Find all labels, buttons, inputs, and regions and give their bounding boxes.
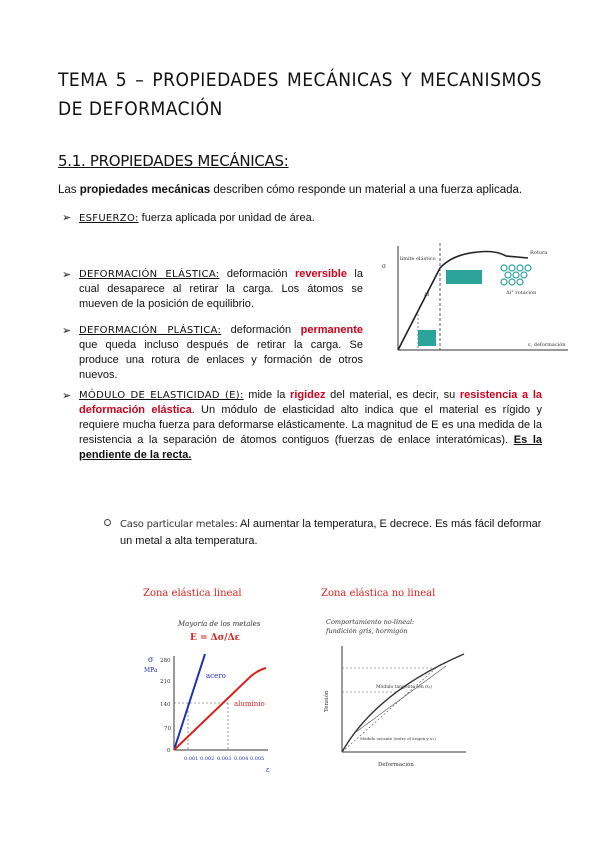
y-tick-210: 210	[160, 679, 171, 685]
y-tick-140: 140	[160, 702, 171, 708]
x-axis-label: Deformación	[378, 762, 414, 768]
y-axis-label: Tensión	[324, 690, 330, 712]
tangent-label: Módulo tangente (en σ₂)	[376, 685, 432, 690]
x-tick-3: 0.003	[217, 756, 232, 762]
circle-bullet-icon	[104, 519, 111, 526]
atoms-plastic-icon	[501, 265, 531, 285]
y-tick-280: 280	[160, 658, 171, 664]
elastic-limit-label: límite elástico	[400, 256, 436, 262]
x-axis-label: ε	[266, 766, 270, 774]
y-tick-0: 0	[167, 748, 171, 754]
stress-strain-curve	[398, 252, 528, 351]
arrow-bullet-icon: ➢	[62, 269, 72, 281]
strain-axis-label: ε, deformación	[528, 342, 566, 348]
bullet-deformacion-elastica: DEFORMACIÓN ELÁSTICA: deformación reversible la cual desaparece al retirar la carga. Los átomos se mueven de la posición de equilibrio.	[79, 268, 363, 310]
arrow-bullet-icon: ➢	[62, 390, 72, 402]
arrow-bullet-icon: ➢	[62, 212, 72, 224]
y-tick-labels	[160, 658, 171, 754]
y-tick-70: 70	[164, 726, 171, 732]
delta-l-label: Δl	[424, 292, 430, 298]
nonlinear-elastic-figure	[316, 582, 476, 778]
intro-paragraph: Las propiedades mecánicas describen cómo responde un material a una fuerza aplicada.	[58, 184, 523, 196]
steel-label: acero	[206, 672, 226, 680]
linear-elastic-figure	[140, 582, 280, 778]
stress-axis-label: σ	[382, 263, 387, 270]
break-label: Rotura	[530, 250, 548, 256]
linear-formula: E = Δσ/Δε	[190, 633, 241, 643]
secant-label: Módulo secante (entre el origen y σ₁)	[360, 736, 436, 741]
y-unit-label: MPa	[144, 667, 158, 674]
x-tick-2: 0.002	[200, 756, 215, 762]
aluminum-label: aluminio	[234, 700, 265, 708]
tangent-line	[356, 666, 446, 732]
x-tick-1: 0.001	[184, 756, 199, 762]
nonlinear-caption-line2: fundición gris, hormigón	[326, 627, 408, 635]
stress-strain-figure	[378, 238, 570, 358]
x-tick-5: 0.005	[250, 756, 265, 762]
linear-heading: Zona elástica lineal	[143, 588, 242, 599]
x-tick-4: 0.004	[234, 756, 249, 762]
section-heading: 5.1. PROPIEDADES MECÁNICAS:	[58, 152, 289, 170]
sub-bullet-metales: Caso particular metales: Al aumentar la temperatura, E decrece. Es más fácil deformar un metal a alta temperatura.	[120, 518, 542, 547]
bullet-esfuerzo: ESFUERZO: fuerza aplicada por unidad de área.	[79, 212, 315, 224]
plastic-note-label: Δl° rotación	[506, 290, 537, 296]
x-tick-labels	[184, 756, 264, 762]
linear-caption: Mayoría de los metales	[178, 620, 261, 628]
atoms-elastic-icon	[418, 270, 482, 346]
nonlinear-caption-line1: Comportamiento no-lineal:	[326, 618, 415, 626]
bullet-deformacion-plastica: DEFORMACIÓN PLÁSTICA: deformación permanente que queda incluso después de retirar la carga. Se produce una rotura de enlaces y formación de otros nuevos.	[79, 324, 363, 381]
bullet-modulo-elasticidad: MÓDULO DE ELASTICIDAD (E): mide la rigidez del material, es decir, su resistencia a la deformación elástica. Un módulo de elasticidad alto indica que el material es rígido y requiere mucha fuerza para deformarse elásticamente. La magnitud de E es una medida de la resistencia a la separación de átomos contiguos (fuerzas de enlace interatómicas). Es la pendiente de la recta.	[79, 389, 542, 461]
nonlinear-heading: Zona elástica no lineal	[321, 588, 436, 599]
arrow-bullet-icon: ➢	[62, 325, 72, 337]
y-axis-label: σ	[148, 655, 154, 664]
page-title: TEMA 5 – PROPIEDADES MECÁNICAS Y MECANISMOS DE DEFORMACIÓN	[58, 69, 542, 120]
